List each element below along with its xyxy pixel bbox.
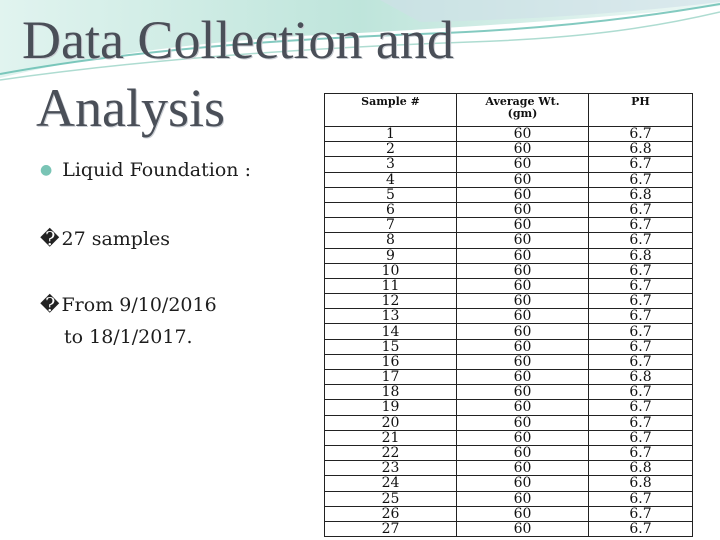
cell-sample-number: 26 (325, 506, 457, 521)
table-row (325, 461, 693, 476)
cell-ph: 6.7 (589, 385, 693, 400)
cell-ph: 6.7 (589, 445, 693, 460)
cell-ph: 6.7 (589, 157, 693, 172)
table-row (325, 385, 693, 400)
cell-sample-number: 6 (325, 202, 457, 217)
cell-average-weight: 60 (457, 142, 589, 157)
cell-sample-number: 4 (325, 172, 457, 187)
cell-sample-number: 3 (325, 157, 457, 172)
bullet-text: Liquid Foundation : (62, 159, 251, 181)
table-row (325, 415, 693, 430)
cell-average-weight: 60 (457, 187, 589, 202)
cell-sample-number: 25 (325, 491, 457, 506)
cell-average-weight: 60 (457, 263, 589, 278)
cell-ph: 6.7 (589, 218, 693, 233)
table-row (325, 521, 693, 536)
cell-average-weight: 60 (457, 476, 589, 491)
bullet-item (40, 152, 310, 188)
table-row (325, 294, 693, 309)
cell-average-weight: 60 (457, 218, 589, 233)
cell-sample-number: 8 (325, 233, 457, 248)
cell-sample-number: 23 (325, 461, 457, 476)
cell-ph: 6.7 (589, 491, 693, 506)
table-row (325, 400, 693, 415)
cell-ph: 6.7 (589, 324, 693, 339)
cell-sample-number: 1 (325, 127, 457, 142)
cell-ph: 6.8 (589, 370, 693, 385)
cell-ph: 6.7 (589, 263, 693, 278)
slide-body (40, 152, 310, 348)
table-row (325, 491, 693, 506)
header-ph: PH (589, 94, 693, 127)
cell-sample-number: 17 (325, 370, 457, 385)
sub-item-text: From 9/10/2016 (61, 294, 217, 316)
cell-sample-number: 20 (325, 415, 457, 430)
cell-sample-number: 19 (325, 400, 457, 415)
samples-table (324, 93, 693, 537)
table-body (325, 127, 693, 537)
table-row (325, 309, 693, 324)
cell-sample-number: 27 (325, 521, 457, 536)
cell-average-weight: 60 (457, 127, 589, 142)
cell-average-weight: 60 (457, 157, 589, 172)
cell-ph: 6.7 (589, 309, 693, 324)
cell-average-weight: 60 (457, 354, 589, 369)
cell-ph: 6.7 (589, 430, 693, 445)
cell-ph: 6.7 (589, 521, 693, 536)
cell-ph: 6.7 (589, 127, 693, 142)
cell-ph: 6.7 (589, 339, 693, 354)
sub-item-text: 27 samples (61, 228, 171, 250)
cell-sample-number: 16 (325, 354, 457, 369)
sub-item-dates (40, 294, 310, 316)
cell-ph: 6.8 (589, 187, 693, 202)
cell-sample-number: 21 (325, 430, 457, 445)
table-header-row (325, 94, 693, 127)
cell-sample-number: 5 (325, 187, 457, 202)
cell-sample-number: 24 (325, 476, 457, 491)
cell-average-weight: 60 (457, 461, 589, 476)
cell-average-weight: 60 (457, 294, 589, 309)
slide-title-line-1: Data Collection and (22, 10, 454, 70)
cell-ph: 6.7 (589, 172, 693, 187)
cell-average-weight: 60 (457, 370, 589, 385)
cell-average-weight: 60 (457, 430, 589, 445)
bullet-dot-icon: ● (40, 162, 53, 178)
cell-ph: 6.8 (589, 461, 693, 476)
data-table-image (324, 93, 692, 540)
header-average-weight: Average Wt. (gm) (457, 94, 589, 127)
table-row (325, 430, 693, 445)
cell-average-weight: 60 (457, 506, 589, 521)
table-row (325, 476, 693, 491)
table-row (325, 142, 693, 157)
cell-ph: 6.7 (589, 415, 693, 430)
cell-average-weight: 60 (457, 400, 589, 415)
table-row (325, 354, 693, 369)
cell-sample-number: 9 (325, 248, 457, 263)
cell-average-weight: 60 (457, 248, 589, 263)
cell-ph: 6.7 (589, 202, 693, 217)
table-row (325, 339, 693, 354)
table-row (325, 218, 693, 233)
sub-marker-icon: � (40, 294, 60, 316)
cell-sample-number: 13 (325, 309, 457, 324)
table-row (325, 324, 693, 339)
cell-ph: 6.7 (589, 506, 693, 521)
cell-average-weight: 60 (457, 324, 589, 339)
table-row (325, 263, 693, 278)
cell-ph: 6.7 (589, 400, 693, 415)
sub-marker-icon: � (40, 228, 60, 250)
cell-ph: 6.7 (589, 233, 693, 248)
table-row (325, 172, 693, 187)
cell-average-weight: 60 (457, 309, 589, 324)
table-row (325, 278, 693, 293)
cell-ph: 6.8 (589, 476, 693, 491)
cell-ph: 6.8 (589, 248, 693, 263)
table-row (325, 202, 693, 217)
table-row (325, 233, 693, 248)
cell-average-weight: 60 (457, 521, 589, 536)
sub-item-continuation: to 18/1/2017. (64, 326, 193, 348)
cell-average-weight: 60 (457, 491, 589, 506)
cell-average-weight: 60 (457, 172, 589, 187)
table-row (325, 506, 693, 521)
cell-average-weight: 60 (457, 202, 589, 217)
table-row (325, 187, 693, 202)
cell-average-weight: 60 (457, 415, 589, 430)
cell-ph: 6.8 (589, 142, 693, 157)
cell-sample-number: 14 (325, 324, 457, 339)
cell-average-weight: 60 (457, 278, 589, 293)
slide-title-line-2: Analysis (36, 78, 225, 138)
cell-sample-number: 11 (325, 278, 457, 293)
cell-average-weight: 60 (457, 233, 589, 248)
table-row (325, 127, 693, 142)
cell-sample-number: 12 (325, 294, 457, 309)
cell-sample-number: 10 (325, 263, 457, 278)
cell-average-weight: 60 (457, 445, 589, 460)
cell-sample-number: 2 (325, 142, 457, 157)
cell-ph: 6.7 (589, 294, 693, 309)
table-row (325, 445, 693, 460)
cell-ph: 6.7 (589, 354, 693, 369)
cell-average-weight: 60 (457, 385, 589, 400)
cell-sample-number: 7 (325, 218, 457, 233)
table-row (325, 248, 693, 263)
cell-ph: 6.7 (589, 278, 693, 293)
header-sample: Sample # (325, 94, 457, 127)
cell-sample-number: 18 (325, 385, 457, 400)
cell-sample-number: 22 (325, 445, 457, 460)
sub-item-samples (40, 228, 310, 250)
table-row (325, 157, 693, 172)
cell-sample-number: 15 (325, 339, 457, 354)
cell-average-weight: 60 (457, 339, 589, 354)
table-row (325, 370, 693, 385)
